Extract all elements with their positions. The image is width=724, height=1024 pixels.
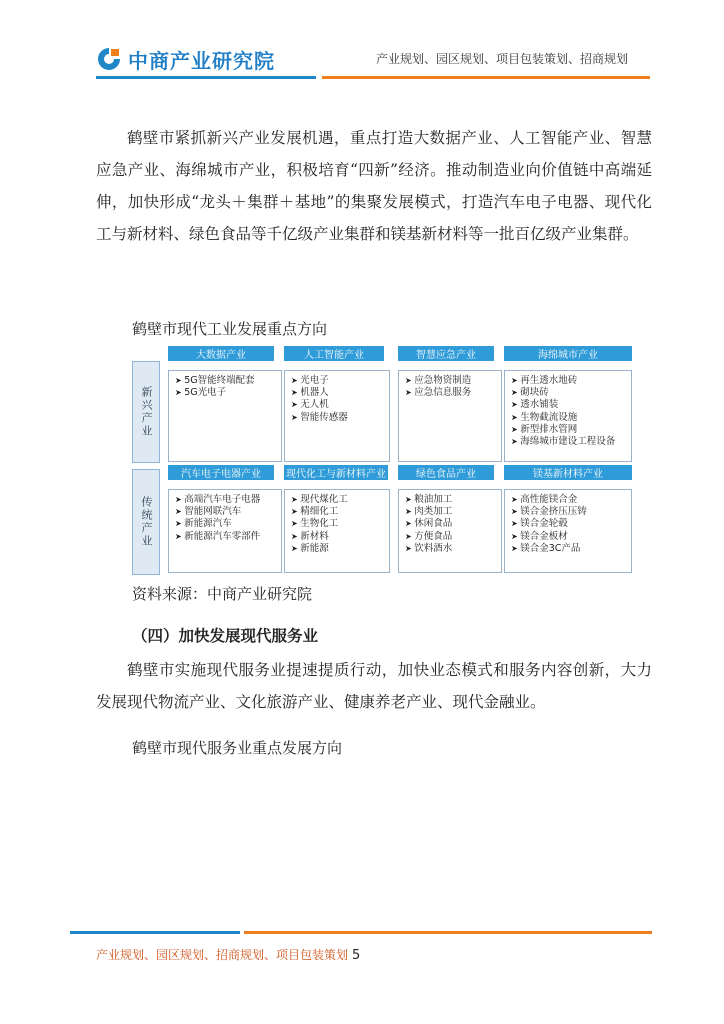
list-item: ➤ 新型排水管网 <box>511 424 631 436</box>
list-item: ➤ 休闲食品 <box>405 518 501 530</box>
list-item: ➤ 新能源 <box>291 543 389 555</box>
list-item: ➤ 智能网联汽车 <box>175 506 281 518</box>
category-box <box>168 489 282 573</box>
category-header: 镁基新材料产业 <box>504 465 632 480</box>
list-item: ➤ 方便食品 <box>405 531 501 543</box>
category-box <box>284 370 390 462</box>
category-box <box>504 489 632 573</box>
list-item: ➤ 新能源汽车零部件 <box>175 531 281 543</box>
footer-rule-orange <box>244 931 652 934</box>
category-box <box>168 370 282 462</box>
list-item: ➤ 镁合金轮毂 <box>511 518 631 530</box>
paragraph-industry-strategy: 鹤壁市紧抓新兴产业发展机遇，重点打造大数据产业、人工智能产业、智慧应急产业、海绵城市产业，积极培育“四新”经济。推动制造业向价值链中高端延伸，加快形成“龙头＋集群＋基地”的集聚发展模式，打造汽车电子电器、现代化工与新材料、绿色食品等千亿级产业集群和镁基新材料等一批百亿级产业集群。 <box>96 129 652 243</box>
list-item: ➤ 生物化工 <box>291 518 389 530</box>
row-label-emerging: 新兴产业 <box>132 361 160 463</box>
paragraph-service-industry: 鹤壁市实施现代服务业提速提质行动，加快业态模式和服务内容创新，大力发展现代物流产业、文化旅游产业、健康养老产业、现代金融业。 <box>96 661 652 711</box>
category-box <box>398 370 502 462</box>
figure-caption: 鹤壁市现代工业发展重点方向 <box>132 320 328 338</box>
list-item: ➤ 再生透水地砖 <box>511 375 631 387</box>
list-item: ➤ 无人机 <box>291 399 389 411</box>
list-item: ➤ 高性能镁合金 <box>511 494 631 506</box>
list-item: ➤ 光电子 <box>291 375 389 387</box>
list-item: ➤ 海绵城市建设工程设备 <box>511 436 631 448</box>
category-header: 智慧应急产业 <box>398 346 494 361</box>
category-header: 汽车电子电器产业 <box>168 465 274 480</box>
category-header: 大数据产业 <box>168 346 274 361</box>
logo-mark-icon <box>96 46 122 72</box>
figure-caption-services: 鹤壁市现代服务业重点发展方向 <box>132 739 343 757</box>
list-item: ➤ 应急信息服务 <box>405 387 501 399</box>
list-item: ➤ 镁合金挤压压铸 <box>511 506 631 518</box>
footer-tagline: 产业规划、园区规划、招商规划、项目包装策划 <box>96 948 349 962</box>
list-item: ➤ 新材料 <box>291 531 389 543</box>
list-item: ➤ 现代煤化工 <box>291 494 389 506</box>
list-item: ➤ 智能传感器 <box>291 412 389 424</box>
category-box <box>398 489 502 573</box>
list-item: ➤ 镁合金板材 <box>511 531 631 543</box>
list-item: ➤ 新能源汽车 <box>175 518 281 530</box>
category-header: 现代化工与新材料产业 <box>284 465 388 480</box>
category-header: 人工智能产业 <box>284 346 384 361</box>
list-item: ➤ 粮油加工 <box>405 494 501 506</box>
list-item: ➤ 肉类加工 <box>405 506 501 518</box>
page-number: 5 <box>352 948 361 963</box>
footer <box>96 946 360 963</box>
list-item: ➤ 精细化工 <box>291 506 389 518</box>
footer-rule-blue <box>70 931 240 934</box>
header-tagline: 产业规划、园区规划、项目包装策划、招商规划 <box>375 52 628 66</box>
list-item: ➤ 机器人 <box>291 387 389 399</box>
header-rule-orange <box>322 76 650 79</box>
list-item: ➤ 饮料酒水 <box>405 543 501 555</box>
logo-text: 中商产业研究院 <box>128 48 275 73</box>
source-note: 资料来源：中商产业研究院 <box>132 585 313 603</box>
list-item: ➤ 生物截流设施 <box>511 412 631 424</box>
category-header: 海绵城市产业 <box>504 346 632 361</box>
category-box <box>504 370 632 462</box>
company-logo <box>96 44 275 74</box>
list-item: ➤ 5G智能终端配套 <box>175 375 281 387</box>
list-item: ➤ 5G光电子 <box>175 387 281 399</box>
list-item: ➤ 镁合金3C产品 <box>511 543 631 555</box>
category-box <box>284 489 390 573</box>
list-item: ➤ 透水铺装 <box>511 399 631 411</box>
header-rule-blue <box>96 76 316 79</box>
list-item: ➤ 砌块砖 <box>511 387 631 399</box>
industry-direction-diagram <box>132 343 634 575</box>
section-heading: （四）加快发展现代服务业 <box>132 627 319 645</box>
category-header: 绿色食品产业 <box>398 465 494 480</box>
list-item: ➤ 高端汽车电子电器 <box>175 494 281 506</box>
row-label-traditional: 传统产业 <box>132 469 160 575</box>
list-item: ➤ 应急物资制造 <box>405 375 501 387</box>
